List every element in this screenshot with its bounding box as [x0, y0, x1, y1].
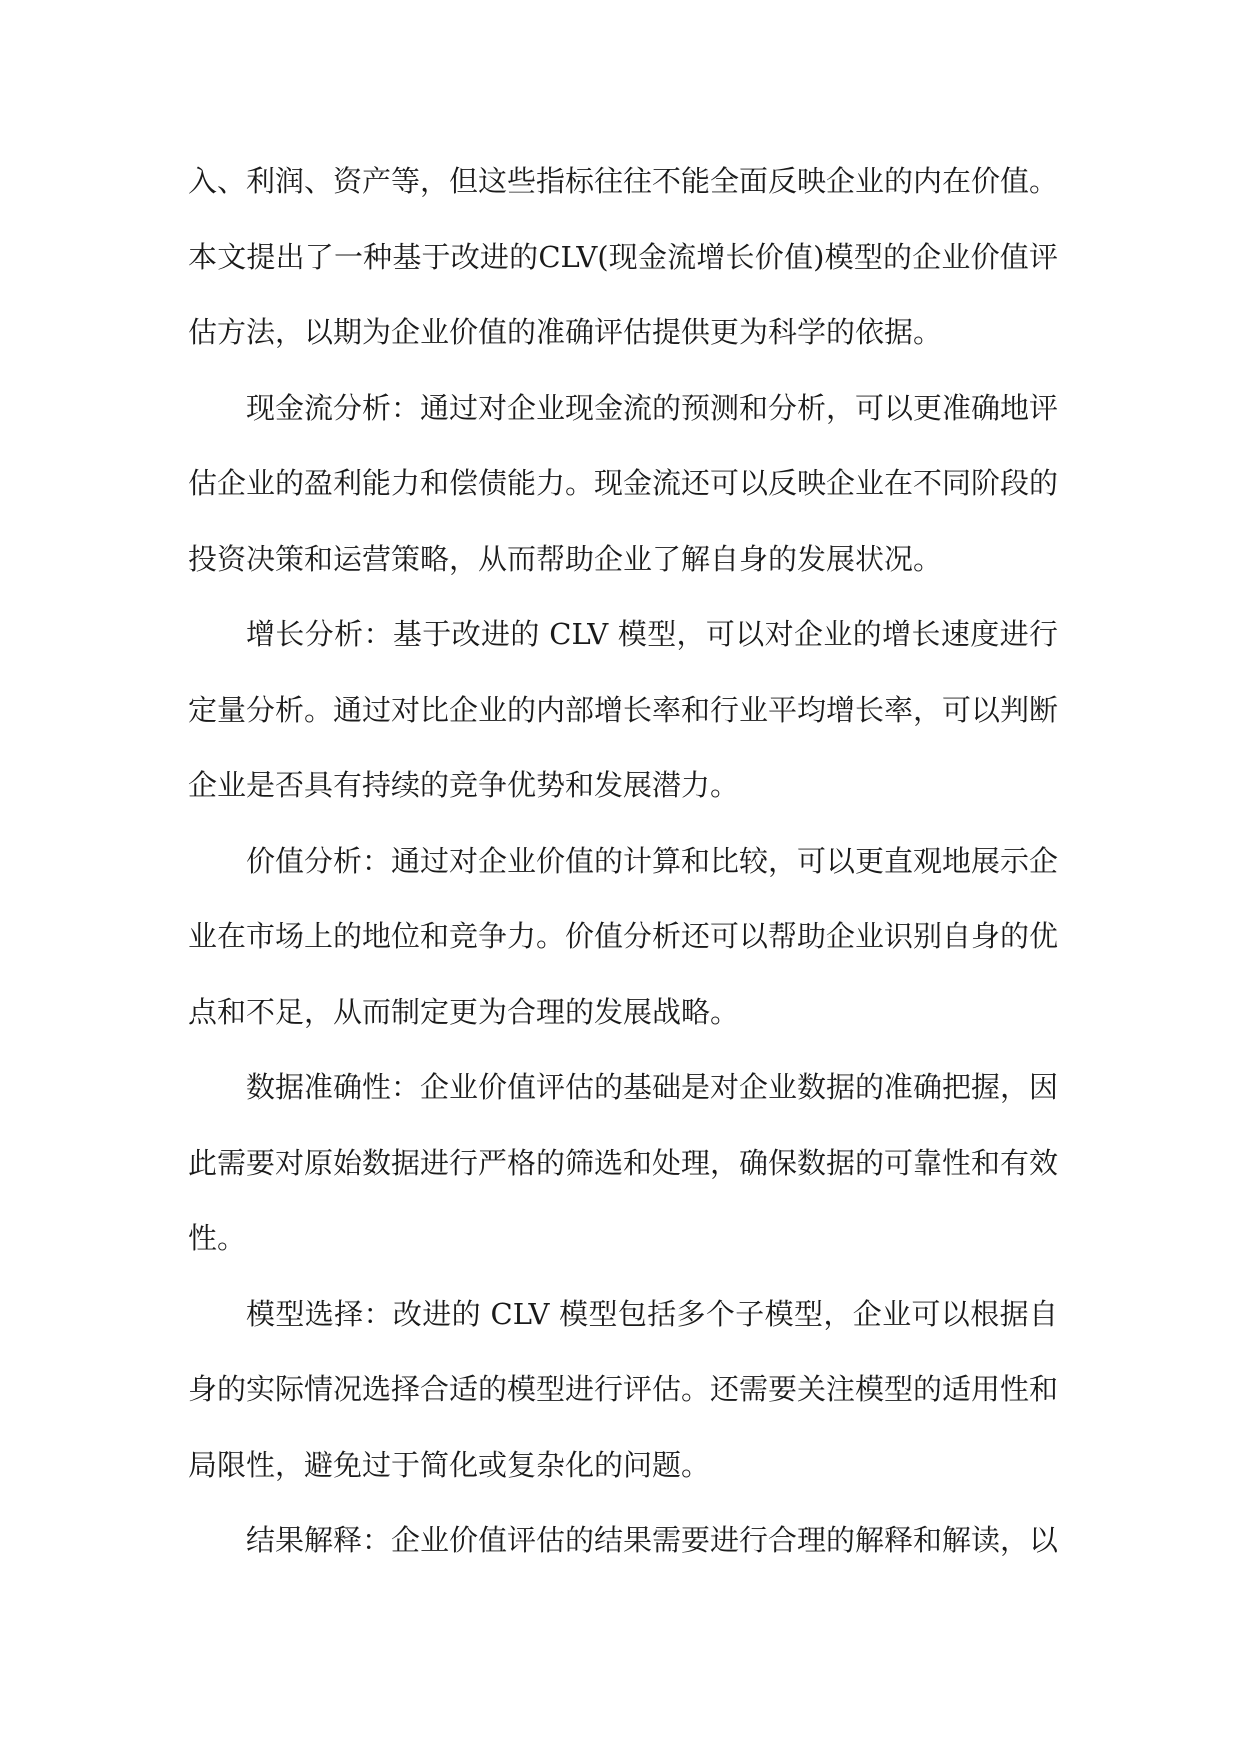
paragraph-growth-analysis: 增长分析：基于改进的 CLV 模型，可以对企业的增长速度进行定量分析。通过对比企业的内部增长率和行业平均增长率，可以判断企业是否具有持续的竞争优势和发展潜力。 — [188, 617, 1059, 802]
paragraph-value-analysis: 价值分析：通过对企业价值的计算和比较，可以更直观地展示企业在市场上的地位和竞争力。价值分析还可以帮助企业识别自身的优点和不足，从而制定更为合理的发展战略。 — [188, 843, 1059, 1029]
document-body — [188, 144, 1058, 1579]
paragraph-result-interpretation: 结果解释：企业价值评估的结果需要进行合理的解释和解读，以 — [246, 1523, 1059, 1557]
paragraph-data-accuracy: 数据准确性：企业价值评估的基础是对企业数据的准确把握，因此需要对原始数据进行严格的筛选和处理，确保数据的可靠性和有效性。 — [188, 1070, 1059, 1255]
paragraph-model-selection: 模型选择：改进的 CLV 模型包括多个子模型，企业可以根据自身的实际情况选择合适的模型进行评估。还需要关注模型的适用性和局限性，避免过于简化或复杂化的问题。 — [188, 1296, 1059, 1482]
paragraph-cashflow-analysis: 现金流分析：通过对企业现金流的预测和分析，可以更准确地评估企业的盈利能力和偿债能力。现金流还可以反映企业在不同阶段的投资决策和运营策略，从而帮助企业了解自身的发展状况。 — [188, 390, 1059, 576]
paragraph-intro: 入、利润、资产等，但这些指标往往不能全面反映企业的内在价值。本文提出了一种基于改进的CLV(现金流增长价值)模型的企业价值评估方法，以期为企业价值的准确评估提供更为科学的依据。 — [188, 164, 1059, 349]
